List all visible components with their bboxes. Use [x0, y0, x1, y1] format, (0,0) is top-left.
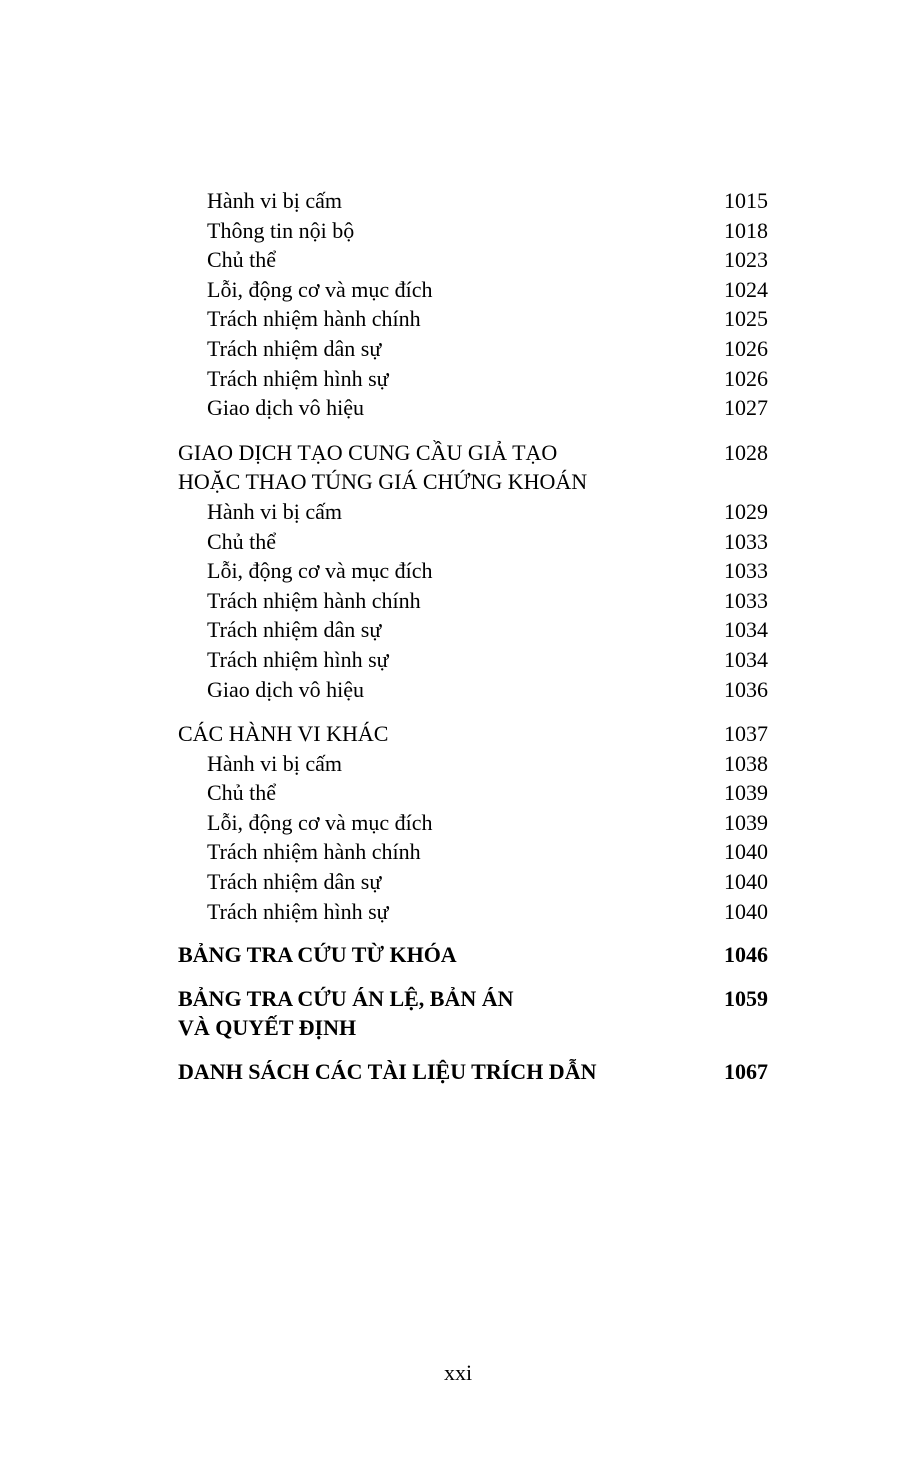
- toc-entry: [178, 334, 768, 364]
- toc-entry-label: [178, 216, 708, 246]
- toc-entry: [178, 645, 768, 675]
- toc-entry-page-number: 1034: [724, 646, 768, 672]
- toc-entry-label-line: VÀ QUYẾT ĐỊNH: [178, 1015, 357, 1041]
- toc-entry-label-line: Hành vi bị cấm: [207, 750, 343, 776]
- toc-entry-label: [178, 615, 708, 645]
- toc-entry-label-line: DANH SÁCH CÁC TÀI LIỆU TRÍCH DẪN: [178, 1059, 597, 1085]
- toc-entry-page-number: 1033: [724, 528, 768, 554]
- toc-entry-label: [178, 897, 708, 927]
- toc-entry-label: [178, 867, 708, 897]
- toc-entry-label-line: Trách nhiệm hình sự: [207, 646, 389, 672]
- toc-entry-page-number: 1038: [724, 750, 768, 776]
- toc-entry-page-number: 1067: [724, 1059, 768, 1085]
- toc-entry-label-line: BẢNG TRA CỨU TỪ KHÓA: [178, 942, 457, 968]
- toc-entry: [178, 216, 768, 246]
- toc-entry: [178, 245, 768, 275]
- toc-entry-label-line: Trách nhiệm dân sự: [207, 869, 382, 895]
- toc-entry: [178, 897, 768, 927]
- toc-entry-label-line: Trách nhiệm hành chính: [207, 839, 421, 865]
- toc-entry-label: [178, 808, 708, 838]
- toc-entry-page-number: 1023: [724, 247, 768, 273]
- toc-entry-label: [178, 778, 708, 808]
- toc-entry-label: [178, 186, 708, 216]
- toc-entry: [178, 615, 768, 645]
- toc-entry: [178, 586, 768, 616]
- toc-entry-label: [178, 984, 708, 1043]
- toc-entry-label-line: Giao dịch vô hiệu: [207, 395, 365, 421]
- toc-entry-label-line: Chủ thể: [207, 247, 277, 273]
- toc-entry-page-number: 1040: [724, 869, 768, 895]
- toc-entry-label: [178, 837, 708, 867]
- toc-entry-page-number: 1033: [724, 558, 768, 584]
- toc-entry-page-number: 1037: [724, 721, 768, 747]
- toc-entry-page-number: 1039: [724, 780, 768, 806]
- toc-entry: [178, 837, 768, 867]
- toc-entry-label-line: Trách nhiệm hình sự: [207, 365, 389, 391]
- toc-entry-label: [178, 719, 708, 749]
- toc-entry-label-line: Trách nhiệm dân sự: [207, 335, 382, 361]
- toc-entry: [178, 364, 768, 394]
- table-of-contents: [178, 186, 768, 1087]
- toc-entry-page-number: 1040: [724, 898, 768, 924]
- toc-entry-page-number: 1026: [724, 335, 768, 361]
- toc-entry-page-number: 1024: [724, 276, 768, 302]
- toc-entry: [178, 778, 768, 808]
- toc-entry-label-line: HOẶC THAO TÚNG GIÁ CHỨNG KHOÁN: [178, 469, 588, 495]
- toc-entry: [178, 675, 768, 705]
- toc-entry: [178, 984, 768, 1043]
- toc-entry-label: [178, 393, 708, 423]
- toc-entry-page-number: 1018: [724, 217, 768, 243]
- toc-entry-page-number: 1059: [724, 985, 768, 1011]
- toc-entry-page-number: 1034: [724, 617, 768, 643]
- toc-entry: [178, 186, 768, 216]
- toc-entry: [178, 1057, 768, 1087]
- toc-entry-label-line: Chủ thể: [207, 528, 277, 554]
- footer-page-number: xxi: [443, 1360, 473, 1385]
- toc-entry-label-line: Trách nhiệm hành chính: [207, 587, 421, 613]
- toc-entry-page-number: 1015: [724, 188, 768, 213]
- toc-entry-page-number: 1028: [724, 439, 768, 465]
- toc-entry-label: [178, 1057, 708, 1087]
- toc-entry-label: [178, 556, 708, 586]
- toc-entry-label-line: Hành vi bị cấm: [207, 188, 343, 213]
- toc-entry-label: [178, 438, 708, 497]
- toc-entry-label: [178, 749, 708, 779]
- toc-entry-page-number: 1046: [724, 942, 768, 968]
- toc-entry-page-number: 1036: [724, 676, 768, 702]
- toc-entry: [178, 527, 768, 557]
- toc-entry: [178, 867, 768, 897]
- toc-entry-label: [178, 275, 708, 305]
- toc-entry-label: [178, 586, 708, 616]
- toc-entry-label-line: Chủ thể: [207, 780, 277, 806]
- toc-entry-label: [178, 245, 708, 275]
- toc-entry-page-number: 1039: [724, 809, 768, 835]
- toc-entry-label-line: Hành vi bị cấm: [207, 498, 343, 524]
- toc-entry-label: [178, 675, 708, 705]
- toc-entry-label-line: Giao dịch vô hiệu: [207, 676, 365, 702]
- toc-entry: [178, 393, 768, 423]
- toc-entry-page-number: 1033: [724, 587, 768, 613]
- toc-entry-label: [178, 364, 708, 394]
- toc-entry: [178, 940, 768, 970]
- toc-entry-label-line: Trách nhiệm dân sự: [207, 617, 382, 643]
- toc-entry: [178, 808, 768, 838]
- toc-entry-label: [178, 527, 708, 557]
- toc-entry-label: [178, 940, 708, 970]
- toc-entry-label: [178, 304, 708, 334]
- toc-entry-label: [178, 497, 708, 527]
- toc-entry-label: [178, 645, 708, 675]
- toc-entry-page-number: 1025: [724, 306, 768, 332]
- toc-entry: [178, 304, 768, 334]
- toc-entry-label-line: CÁC HÀNH VI KHÁC: [178, 721, 389, 747]
- toc-entry-label-line: BẢNG TRA CỨU ÁN LỆ, BẢN ÁN: [178, 985, 514, 1011]
- toc-entry: [178, 719, 768, 749]
- toc-entry-page-number: 1026: [724, 365, 768, 391]
- toc-entry-label-line: Lỗi, động cơ và mục đích: [207, 809, 433, 835]
- toc-entry-label: [178, 334, 708, 364]
- toc-entry-label-line: GIAO DỊCH TẠO CUNG CẦU GIẢ TẠO: [178, 439, 558, 465]
- toc-entry-page-number: 1029: [724, 498, 768, 524]
- toc-entry-label-line: Lỗi, động cơ và mục đích: [207, 276, 433, 302]
- toc-entry: [178, 275, 768, 305]
- toc-entry-label-line: Lỗi, động cơ và mục đích: [207, 558, 433, 584]
- toc-entry-page-number: 1040: [724, 839, 768, 865]
- toc-entry-label-line: Trách nhiệm hình sự: [207, 898, 389, 924]
- toc-entry-label-line: Trách nhiệm hành chính: [207, 306, 421, 332]
- toc-entry: [178, 749, 768, 779]
- toc-entry: [178, 438, 768, 497]
- toc-entry-page-number: 1027: [724, 395, 768, 421]
- toc-entry: [178, 556, 768, 586]
- toc-entry-label-line: Thông tin nội bộ: [207, 217, 355, 243]
- toc-entry: [178, 497, 768, 527]
